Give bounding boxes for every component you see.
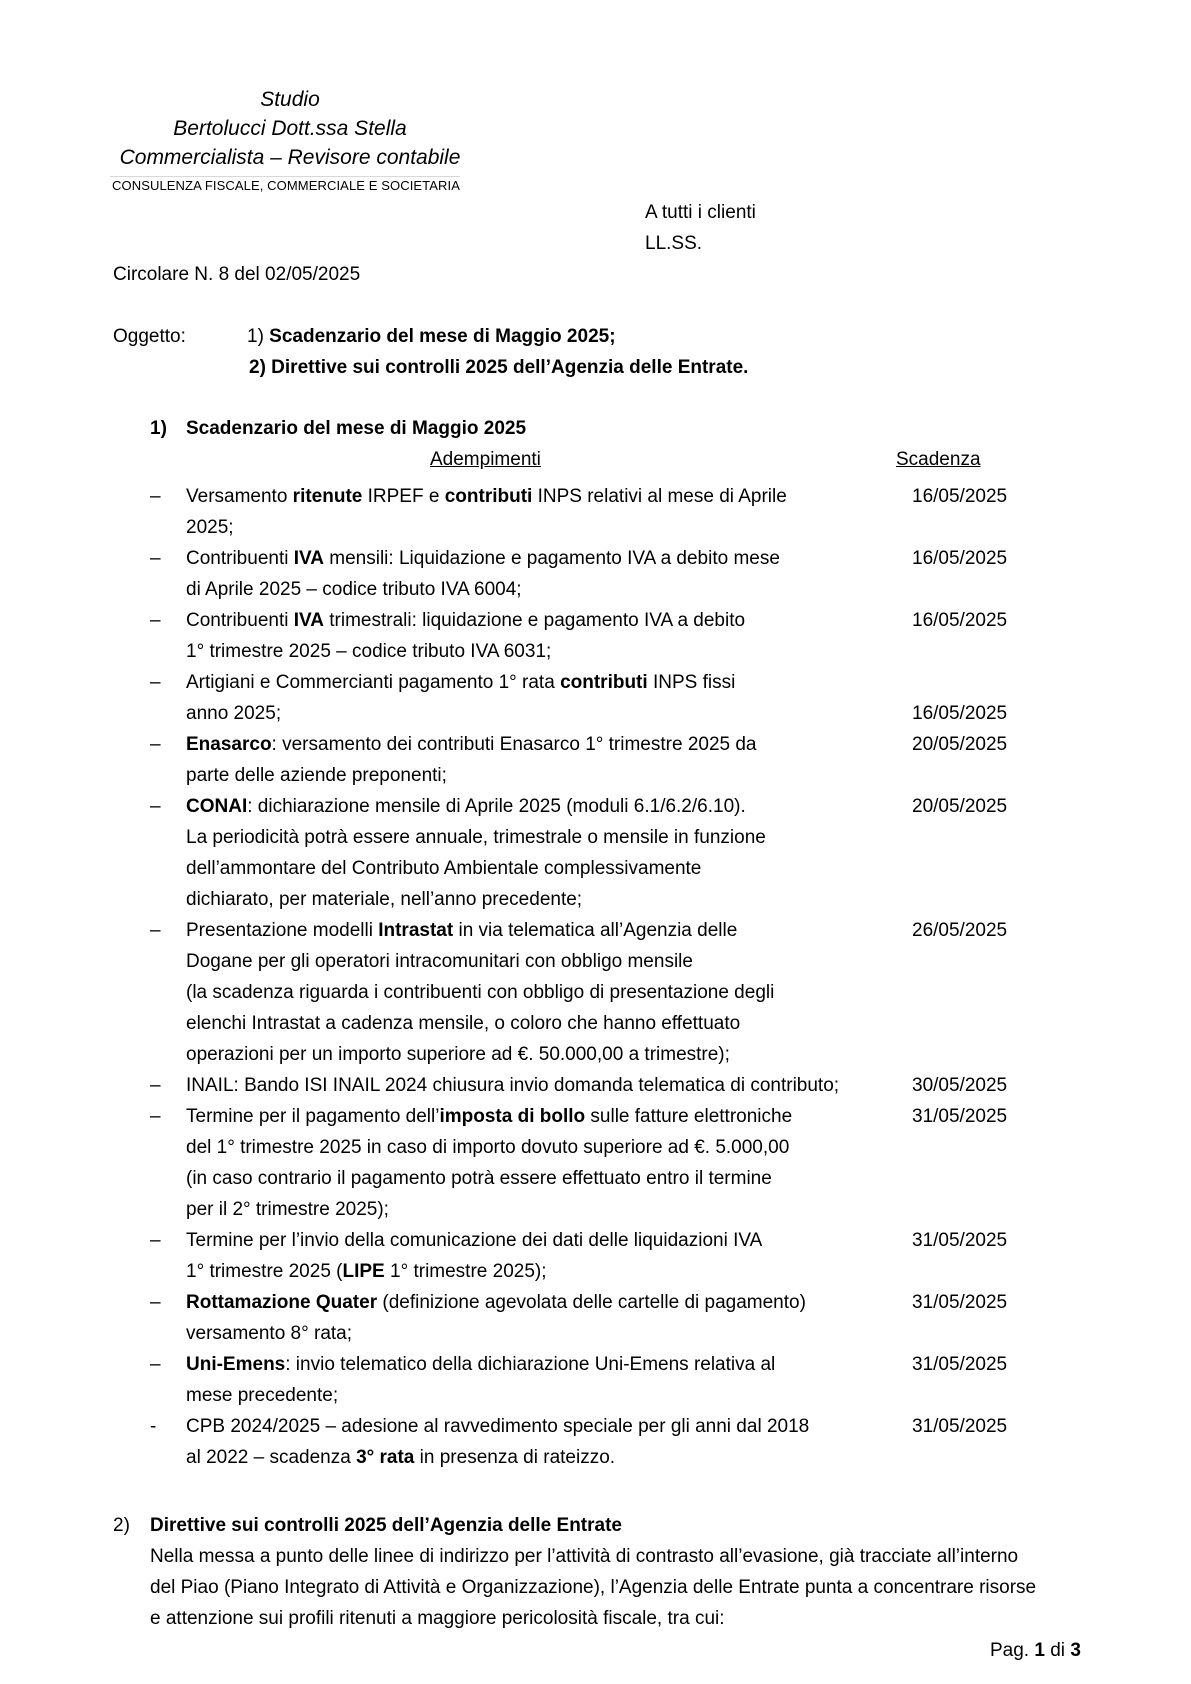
text: Dogane per gli operatori intracomunitari con obbligo mensile: [186, 951, 693, 972]
deadline-date: 31/05/2025: [912, 1292, 1008, 1313]
deadline-item-text-line: [186, 1132, 789, 1163]
deadline-item-text-line: [186, 729, 757, 760]
page-number: [990, 1640, 1081, 1662]
deadline-item-text-line: [186, 1256, 547, 1287]
text: mensili: Liquidazione e pagamento IVA a debito mese: [324, 548, 780, 569]
text: Contribuenti: [186, 548, 294, 569]
bold-text: CONAI: [186, 796, 248, 817]
deadline-item-text-line: [186, 1194, 389, 1225]
text: INAIL: Bando ISI INAIL 2024 chiusura invio domanda telematica di contributo;: [186, 1075, 840, 1096]
text: dichiarato, per materiale, nell’anno precedente;: [186, 889, 583, 910]
section2-number: 2): [113, 1515, 130, 1536]
bold-text: LIPE: [342, 1261, 385, 1282]
bold-text: Enasarco: [186, 734, 272, 755]
deadline-item-text-line: [186, 791, 746, 822]
section1-title: Scadenzario del mese di Maggio 2025: [186, 418, 527, 439]
subject-item-2: 2) Direttive sui controlli 2025 dell’Agenzia delle Entrate.: [249, 357, 749, 378]
bold-text: 3° rata: [356, 1447, 415, 1468]
deadline-item-text-line: [186, 698, 281, 729]
bold-text: IVA: [293, 548, 324, 569]
text: in presenza di rateizzo.: [414, 1447, 616, 1468]
section1-number: 1): [150, 418, 167, 439]
deadline-date: 16/05/2025: [912, 703, 1008, 724]
text: 1° trimestre 2025 (: [186, 1261, 343, 1282]
text: del 1° trimestre 2025 in caso di importo dovuto superiore ad €. 5.000,00: [186, 1137, 790, 1158]
section2-paragraph-line-1: Nella messa a punto delle linee di indirizzo per l’attività di contrasto all’evasione, già tracciate all’interno: [150, 1546, 1019, 1567]
deadline-item-text-line: [186, 543, 780, 574]
text: elenchi Intrastat a cadenza mensile, o coloro che hanno effettuato: [186, 1013, 741, 1034]
bullet-dash: –: [150, 548, 161, 569]
deadline-item-text-line: [186, 760, 447, 791]
subject-label: Oggetto:: [113, 326, 186, 347]
text: 1° trimestre 2025 – codice tributo IVA 6031;: [186, 641, 552, 662]
bullet-dash: –: [150, 734, 161, 755]
page-mid: di: [1044, 1640, 1071, 1661]
text: parte delle aziende preponenti;: [186, 765, 447, 786]
column-header-adempimenti: Adempimenti: [430, 449, 541, 470]
text: La periodicità potrà essere annuale, trimestrale o mensile in funzione: [186, 827, 766, 848]
page-total: 3: [1070, 1640, 1081, 1661]
circular-number: Circolare N. 8 del 02/05/2025: [113, 264, 361, 285]
deadline-item-text-line: [186, 1287, 806, 1318]
letterhead-studio: Studio: [260, 88, 320, 111]
text: Contribuenti: [186, 610, 294, 631]
deadline-item-text-line: [186, 1101, 792, 1132]
text: Artigiani e Commercianti pagamento 1° rata: [186, 672, 561, 693]
deadline-item-text-line: [186, 1070, 839, 1101]
deadline-item-text-line: [186, 512, 234, 543]
deadline-date: 31/05/2025: [912, 1416, 1008, 1437]
text: Termine per l’invio della comunicazione dei dati delle liquidazioni IVA: [186, 1230, 763, 1251]
text: anno 2025;: [186, 703, 282, 724]
letterhead-services: CONSULENZA FISCALE, COMMERCIALE E SOCIETARIA: [112, 178, 461, 193]
bullet-dash: –: [150, 1075, 161, 1096]
text: al 2022 – scadenza: [186, 1447, 357, 1468]
text: INPS fissi: [647, 672, 736, 693]
text: (in caso contrario il pagamento potrà essere effettuato entro il termine: [186, 1168, 772, 1189]
subject-item-1-num: 1): [247, 326, 264, 347]
deadline-date: 31/05/2025: [912, 1106, 1008, 1127]
bullet-dash: –: [150, 1292, 161, 1313]
letterhead-divider: [110, 176, 460, 177]
bullet-dash: –: [150, 796, 161, 817]
text: Termine per il pagamento dell’: [186, 1106, 440, 1127]
text: sulle fatture elettroniche: [585, 1106, 793, 1127]
bullet-dash: –: [150, 920, 161, 941]
deadline-item-text-line: [186, 574, 522, 605]
deadline-item-text-line: [186, 1411, 809, 1442]
text: 1° trimestre 2025);: [384, 1261, 547, 1282]
text: : dichiarazione mensile di Aprile 2025 (moduli 6.1/6.2/6.10).: [247, 796, 746, 817]
text: : versamento dei contributi Enasarco 1° trimestre 2025 da: [271, 734, 757, 755]
bullet-dash: –: [150, 672, 161, 693]
text: per il 2° trimestre 2025);: [186, 1199, 389, 1220]
text: IRPEF e: [362, 486, 445, 507]
deadline-item-text-line: [186, 853, 701, 884]
deadline-item-text-line: [186, 636, 551, 667]
deadline-item-text-line: [186, 946, 693, 977]
deadline-item-text-line: [186, 1163, 772, 1194]
bold-text: Intrastat: [378, 920, 454, 941]
deadline-item-text-line: [186, 915, 737, 946]
text: (definizione agevolata delle cartelle di pagamento): [377, 1292, 806, 1313]
bold-text: Rottamazione Quater: [186, 1292, 378, 1313]
text: (la scadenza riguarda i contribuenti con obbligo di presentazione degli: [186, 982, 775, 1003]
text: Presentazione modelli: [186, 920, 379, 941]
text: in via telematica all’Agenzia delle: [453, 920, 738, 941]
text: 2025;: [186, 517, 234, 538]
deadline-item-text-line: [186, 822, 766, 853]
deadline-item-text-line: [186, 1318, 352, 1349]
recipient-line1: A tutti i clienti: [645, 202, 756, 223]
section2-title: Direttive sui controlli 2025 dell’Agenzia delle Entrate: [150, 1515, 622, 1536]
subject-item-1: [247, 326, 616, 348]
deadline-date: 26/05/2025: [912, 920, 1008, 941]
deadline-item-text-line: [186, 481, 787, 512]
recipient-line2: LL.SS.: [645, 233, 703, 254]
bullet-dash: –: [150, 1230, 161, 1251]
subject-item-1-text: Scadenzario del mese di Maggio 2025;: [263, 326, 616, 347]
deadline-item-text-line: [186, 605, 745, 636]
page-prefix: Pag.: [990, 1640, 1035, 1661]
column-header-scadenza: Scadenza: [896, 449, 981, 470]
text: INPS relativi al mese di Aprile: [532, 486, 787, 507]
bold-text: contributi: [560, 672, 648, 693]
deadline-date: 16/05/2025: [912, 610, 1008, 631]
deadline-item-text-line: [186, 667, 735, 698]
text: operazioni per un importo superiore ad €. 50.000,00 a trimestre);: [186, 1044, 730, 1065]
text: versamento 8° rata;: [186, 1323, 353, 1344]
bullet-dash: -: [150, 1416, 157, 1437]
deadline-item-text-line: [186, 1380, 338, 1411]
text: trimestrali: liquidazione e pagamento IVA a debito: [324, 610, 746, 631]
bullet-dash: –: [150, 1354, 161, 1375]
bold-text: contributi: [444, 486, 533, 507]
text: CPB 2024/2025 – adesione al ravvedimento speciale per gli anni dal 2018: [186, 1416, 810, 1437]
letterhead-profession: Commercialista – Revisore contabile: [119, 146, 461, 169]
deadline-date: 16/05/2025: [912, 486, 1008, 507]
deadline-item-text-line: [186, 884, 582, 915]
bold-text: IVA: [293, 610, 324, 631]
deadline-item-text-line: [186, 1008, 740, 1039]
bullet-dash: –: [150, 486, 161, 507]
section2-paragraph-line-3: e attenzione sui profili ritenuti a maggiore pericolosità fiscale, tra cui:: [150, 1608, 725, 1629]
deadline-date: 16/05/2025: [912, 548, 1008, 569]
deadline-date: 31/05/2025: [912, 1354, 1008, 1375]
deadline-item-text-line: [186, 1442, 615, 1473]
text: : invio telematico della dichiarazione Uni-Emens relativa al: [285, 1354, 776, 1375]
bold-text: Uni-Emens: [186, 1354, 286, 1375]
deadline-date: 20/05/2025: [912, 734, 1008, 755]
deadline-item-text-line: [186, 1349, 775, 1380]
deadline-item-text-line: [186, 1039, 730, 1070]
deadline-date: 31/05/2025: [912, 1230, 1008, 1251]
bullet-dash: –: [150, 610, 161, 631]
deadline-date: 20/05/2025: [912, 796, 1008, 817]
text: di Aprile 2025 – codice tributo IVA 6004;: [186, 579, 522, 600]
deadline-date: 30/05/2025: [912, 1075, 1008, 1096]
section2-paragraph-line-2: del Piao (Piano Integrato di Attività e Organizzazione), l’Agenzia delle Entrate punta a concentrare risorse: [150, 1577, 1037, 1598]
text: Versamento: [186, 486, 293, 507]
bold-text: ritenute: [292, 486, 363, 507]
letterhead-name: Bertolucci Dott.ssa Stella: [173, 117, 407, 140]
deadline-item-text-line: [186, 977, 774, 1008]
bold-text: imposta di bollo: [439, 1106, 586, 1127]
text: dell’ammontare del Contributo Ambientale complessivamente: [186, 858, 702, 879]
deadline-item-text-line: [186, 1225, 762, 1256]
bullet-dash: –: [150, 1106, 161, 1127]
page-current: 1: [1034, 1640, 1045, 1661]
text: mese precedente;: [186, 1385, 339, 1406]
